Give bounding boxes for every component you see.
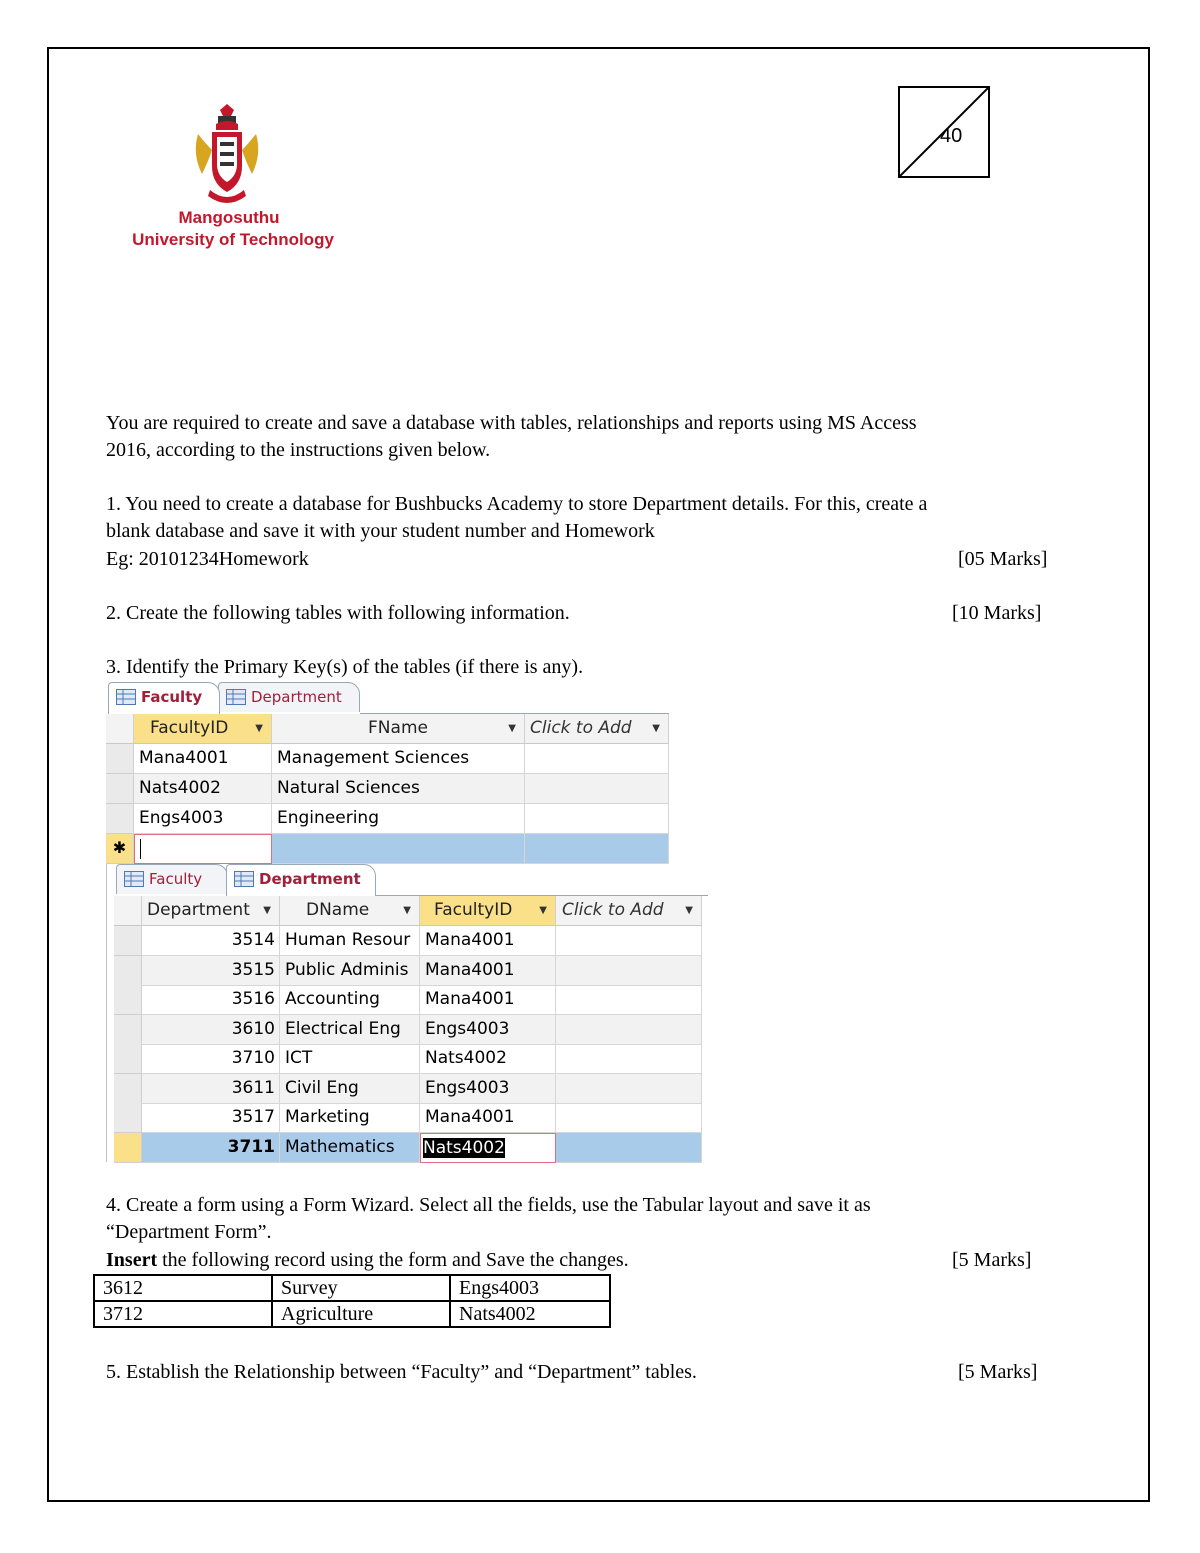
table-cell[interactable]: 3517 <box>142 1103 280 1133</box>
header-facultyid[interactable]: FacultyID ▼ <box>420 896 556 926</box>
table-cell[interactable] <box>556 1044 702 1074</box>
university-logo <box>108 104 358 254</box>
table-cell[interactable]: Engs4003 <box>420 1015 556 1045</box>
table-cell[interactable]: 3611 <box>142 1074 280 1104</box>
table-cell[interactable]: 3610 <box>142 1015 280 1045</box>
q1-line-2: blank database and save it with your student number and Homework <box>106 520 655 542</box>
table-cell[interactable]: Civil Eng <box>280 1074 420 1104</box>
table-cell[interactable]: Mana4001 <box>420 926 556 956</box>
table-cell[interactable]: Human Resour <box>280 926 420 956</box>
row-selector[interactable] <box>114 985 142 1015</box>
table-cell[interactable]: Engs4003 <box>420 1074 556 1104</box>
row-selector[interactable] <box>114 956 142 986</box>
tab-department[interactable]: Department <box>226 864 376 896</box>
dropdown-arrow-icon[interactable]: ▼ <box>652 723 660 734</box>
q1-line-1: 1. You need to create a database for Bushbucks Academy to store Department details. For this, create a <box>106 493 928 515</box>
table-cell: Engs4003 <box>450 1275 610 1301</box>
table-cell[interactable] <box>525 744 669 774</box>
table-cell: Survey <box>272 1275 450 1301</box>
table-cell[interactable]: Engs4003 <box>134 804 272 834</box>
department-datasheet <box>106 864 708 1162</box>
q3-text: 3. Identify the Primary Key(s) of the tables (if there is any). <box>106 656 584 678</box>
logo-line-1: Mangosuthu <box>178 208 280 227</box>
table-row <box>94 1301 610 1327</box>
header-click-to-add[interactable]: Click to Add ▼ <box>525 714 669 744</box>
table-cell[interactable]: ICT <box>280 1044 420 1074</box>
table-cell[interactable]: Marketing <box>280 1103 420 1133</box>
table-icon <box>234 871 254 887</box>
table-cell[interactable] <box>556 1133 702 1163</box>
table-cell[interactable]: Mana4001 <box>420 1103 556 1133</box>
header-click-to-add[interactable]: Click to Add ▼ <box>556 896 702 926</box>
table-cell[interactable]: Mana4001 <box>134 744 272 774</box>
row-selector[interactable] <box>106 744 134 774</box>
new-record-input[interactable] <box>134 834 272 864</box>
row-selector[interactable] <box>114 1044 142 1074</box>
dropdown-arrow-icon[interactable]: ▼ <box>403 905 411 916</box>
score-total: 40 <box>940 125 963 147</box>
table-icon <box>226 689 246 705</box>
tab-department[interactable]: Department <box>218 682 360 712</box>
table-cell[interactable]: Mana4001 <box>420 985 556 1015</box>
table-cell[interactable] <box>556 985 702 1015</box>
q1-line-3: Eg: 20101234Homework <box>106 548 309 570</box>
dropdown-arrow-icon[interactable]: ▼ <box>255 723 263 734</box>
table-cell[interactable] <box>525 804 669 834</box>
row-selector[interactable] <box>114 1103 142 1133</box>
q4-line-1: 4. Create a form using a Form Wizard. Select all the fields, use the Tabular layout and save it as <box>106 1194 871 1216</box>
table-icon <box>124 871 144 887</box>
row-selector[interactable] <box>106 774 134 804</box>
q4-insert-bold: Insert <box>106 1249 158 1271</box>
intro-line-1: You are required to create and save a database with tables, relationships and reports using MS Access <box>106 412 917 434</box>
row-selector[interactable] <box>106 804 134 834</box>
table-cell[interactable]: 3711 <box>142 1133 280 1163</box>
dropdown-arrow-icon[interactable]: ▼ <box>263 905 271 916</box>
dropdown-arrow-icon[interactable]: ▼ <box>539 905 547 916</box>
table-cell[interactable]: Accounting <box>280 985 420 1015</box>
table-cell[interactable] <box>556 1015 702 1045</box>
table-cell[interactable]: Nats4002 <box>134 774 272 804</box>
faculty-datasheet <box>106 682 669 860</box>
records-table <box>93 1274 611 1328</box>
header-facultyid[interactable]: FacultyID ▼ <box>134 714 272 744</box>
table-cell[interactable]: Mathematics <box>280 1133 420 1163</box>
q2-marks: [10 Marks] <box>952 602 1042 624</box>
table-cell[interactable]: 3514 <box>142 926 280 956</box>
q4-line-3-rest: the following record using the form and Save the changes. <box>157 1249 629 1271</box>
table-cell[interactable]: Nats4002 <box>420 1044 556 1074</box>
header-fname[interactable]: FName ▼ <box>272 714 525 744</box>
crest-icon <box>190 104 264 212</box>
tab-faculty[interactable]: Faculty <box>108 682 220 714</box>
dropdown-arrow-icon[interactable]: ▼ <box>508 723 516 734</box>
q4-marks: [5 Marks] <box>952 1249 1032 1271</box>
selected-text: Nats4002 <box>423 1137 505 1158</box>
table-cell[interactable] <box>556 1074 702 1104</box>
table-cell[interactable]: 3516 <box>142 985 280 1015</box>
table-cell[interactable] <box>525 834 669 864</box>
table-cell[interactable] <box>272 834 525 864</box>
q2-text: 2. Create the following tables with following information. <box>106 602 570 624</box>
table-cell[interactable] <box>556 1103 702 1133</box>
table-cell: Nats4002 <box>450 1301 610 1327</box>
table-cell[interactable] <box>525 774 669 804</box>
dropdown-arrow-icon[interactable]: ▼ <box>685 905 693 916</box>
q5-text: 5. Establish the Relationship between “Faculty” and “Department” tables. <box>106 1361 697 1383</box>
tab-faculty[interactable]: Faculty <box>116 864 228 894</box>
row-selector[interactable] <box>114 1015 142 1045</box>
table-cell: Agriculture <box>272 1301 450 1327</box>
header-department[interactable]: Department ▼ <box>142 896 280 926</box>
table-cell[interactable]: Natural Sciences <box>272 774 525 804</box>
logo-line-2: University of Technology <box>132 230 334 249</box>
table-cell[interactable] <box>556 926 702 956</box>
row-selector[interactable] <box>114 1133 142 1163</box>
q4-line-3 <box>106 1247 629 1274</box>
row-selector[interactable] <box>114 1074 142 1104</box>
table-cell[interactable]: Electrical Eng <box>280 1015 420 1045</box>
table-cell[interactable]: Public Adminis <box>280 956 420 986</box>
row-selector[interactable] <box>114 926 142 956</box>
table-icon <box>116 689 136 705</box>
table-cell: 3712 <box>94 1301 272 1327</box>
intro-line-2: 2016, according to the instructions given below. <box>106 439 491 461</box>
select-all-corner[interactable] <box>114 896 142 926</box>
q1-marks: [05 Marks] <box>958 548 1048 570</box>
table-cell[interactable]: 3515 <box>142 956 280 986</box>
select-all-corner[interactable] <box>106 714 134 744</box>
table-cell[interactable] <box>420 1133 556 1163</box>
table-cell[interactable]: 3710 <box>142 1044 280 1074</box>
table-cell[interactable]: Mana4001 <box>420 956 556 986</box>
table-cell[interactable]: Management Sciences <box>272 744 525 774</box>
table-cell[interactable]: Engineering <box>272 804 525 834</box>
table-cell: 3612 <box>94 1275 272 1301</box>
header-dname[interactable]: DName ▼ <box>280 896 420 926</box>
q5-marks: [5 Marks] <box>958 1361 1038 1383</box>
table-cell[interactable] <box>556 956 702 986</box>
new-record-marker[interactable]: ✱ <box>106 834 134 864</box>
table-row <box>94 1275 610 1301</box>
q4-line-2: “Department Form”. <box>106 1221 272 1243</box>
score-box <box>898 86 990 178</box>
